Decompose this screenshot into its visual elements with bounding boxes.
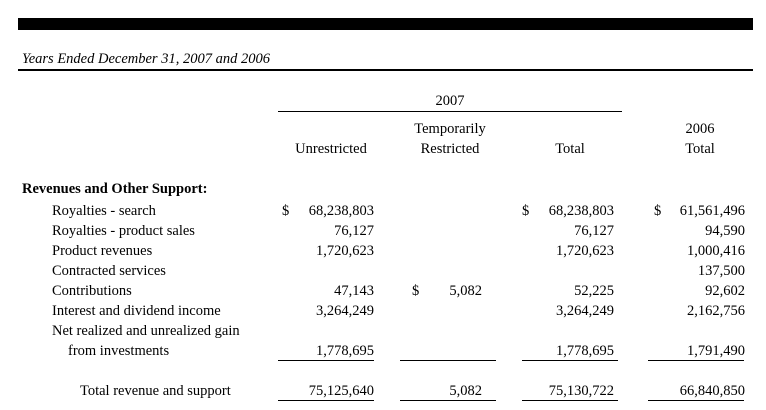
- total-row-label: Total revenue and support: [80, 383, 231, 399]
- table-row-label: Product revenues: [52, 243, 153, 259]
- dollar-sign: $: [522, 203, 530, 219]
- table-cell-total: 76,127: [574, 223, 614, 239]
- subtotal-rule-total: [522, 360, 618, 361]
- table-cell-2006: 61,561,496: [679, 203, 745, 219]
- table-cell-2006: 1,000,416: [687, 243, 745, 259]
- col-header-total: Total: [555, 141, 585, 157]
- table-cell-unrestricted: 68,238,803: [308, 203, 374, 219]
- total-rule-total: [522, 400, 618, 401]
- table-cell-2006: 1,791,490: [687, 343, 745, 359]
- total-rule-unrestricted: [278, 400, 374, 401]
- table-cell-total: 3,264,249: [556, 303, 614, 319]
- dollar-sign: $: [412, 283, 420, 299]
- table-row-label: Interest and dividend income: [52, 303, 221, 319]
- dollar-sign: $: [654, 203, 662, 219]
- table-cell-2006: 94,590: [705, 223, 745, 239]
- year-2007-rule: [278, 111, 622, 112]
- table-row-label: Contributions: [52, 283, 132, 299]
- total-temp: 5,082: [449, 383, 482, 399]
- col-header-unrestricted: Unrestricted: [295, 141, 367, 157]
- table-cell-total: 52,225: [574, 283, 614, 299]
- subtotal-rule-temp: [400, 360, 496, 361]
- total-total: 75,130,722: [548, 383, 614, 399]
- total-unrestricted: 75,125,640: [308, 383, 374, 399]
- table-row-label: from investments: [68, 343, 170, 359]
- col-header-2006-total: 2006 Total: [685, 121, 715, 157]
- subtotal-rule-2006: [648, 360, 744, 361]
- table-row-label: Royalties - product sales: [52, 223, 195, 239]
- col-header-temporarily-restricted: Temporarily Restricted: [414, 121, 486, 157]
- table-cell-2006: 137,500: [697, 263, 745, 279]
- dollar-sign: $: [282, 203, 290, 219]
- table-cell-unrestricted: 1,720,623: [316, 243, 374, 259]
- table-cell-total: 68,238,803: [548, 203, 614, 219]
- top-black-bar: [18, 18, 753, 30]
- total-rule-temp: [400, 400, 496, 401]
- table-cell-2006: 92,602: [705, 283, 745, 299]
- total-2006: 66,840,850: [679, 383, 745, 399]
- table-cell-unrestricted: 47,143: [334, 283, 374, 299]
- table-cell-total: 1,720,623: [556, 243, 614, 259]
- table-row-label: Contracted services: [52, 263, 166, 279]
- table-row-label: Royalties - search: [52, 203, 156, 219]
- subtotal-rule-unrestricted: [278, 360, 374, 361]
- table-cell-unrestricted: 1,778,695: [316, 343, 374, 359]
- table-cell-2006: 2,162,756: [687, 303, 745, 319]
- year-2007-heading: 2007: [435, 93, 465, 109]
- total-rule-2006: [648, 400, 744, 401]
- table-cell-total: 1,778,695: [556, 343, 614, 359]
- table-cell-unrestricted: 76,127: [334, 223, 374, 239]
- report-subtitle: Years Ended December 31, 2007 and 2006: [22, 51, 270, 67]
- section-title: Revenues and Other Support:: [22, 181, 208, 197]
- table-cell-unrestricted: 3,264,249: [316, 303, 374, 319]
- header-rule: [18, 69, 753, 71]
- table-row-label: Net realized and unrealized gain: [52, 323, 240, 339]
- table-cell-temp: 5,082: [449, 283, 482, 299]
